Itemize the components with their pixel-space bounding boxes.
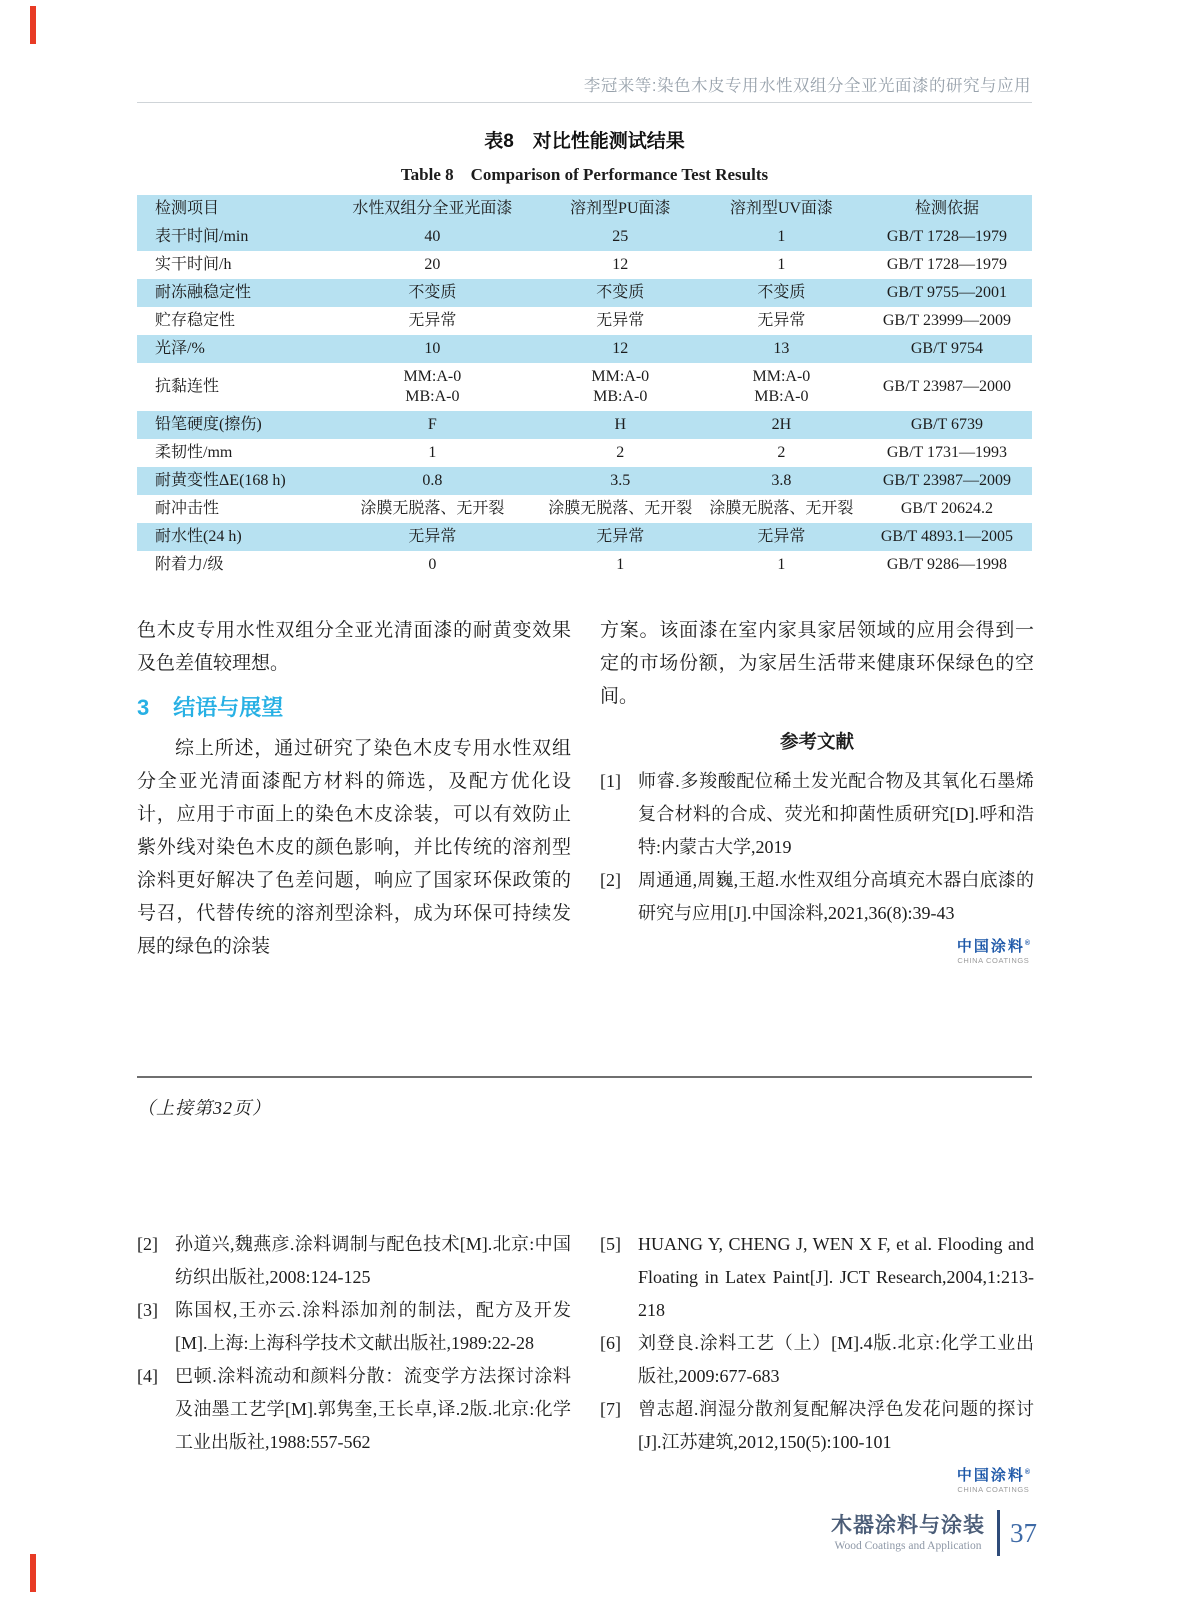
reference-number: [1]	[600, 771, 621, 791]
reference-number: [4]	[137, 1366, 158, 1386]
reference-item	[600, 1228, 1034, 1327]
reference-number: [5]	[600, 1234, 621, 1254]
registered-mark-icon: ®	[1024, 1469, 1030, 1476]
reference-item	[137, 1228, 571, 1294]
reference-number: [7]	[600, 1399, 621, 1419]
table-cell: 0.8	[422, 472, 443, 489]
journal-title-en: Wood Coatings and Application	[834, 1540, 982, 1552]
reference-number: [3]	[137, 1300, 158, 1320]
table-cell: 1	[777, 556, 786, 573]
footer-divider-bar	[997, 1510, 1000, 1556]
reference-item	[600, 765, 1034, 864]
table-cell: 2H	[771, 416, 792, 433]
table-cell: GB/T 1728—1979	[886, 228, 1008, 245]
references-list	[600, 765, 1034, 930]
table-cell: 13	[773, 340, 790, 357]
table-cell: GB/T 9286—1998	[886, 556, 1008, 573]
table-title-en: Table 8 Comparison of Performance Test Results	[400, 165, 769, 184]
reference-number: [6]	[600, 1333, 621, 1353]
reference-item	[137, 1360, 571, 1459]
right-column	[600, 614, 1034, 974]
table-cell: 3.5	[610, 472, 631, 489]
table-cell: 1	[428, 444, 437, 461]
table-cell: 10	[424, 340, 441, 357]
table-cell: H	[614, 416, 627, 433]
table-cell: 不变质	[757, 284, 806, 301]
edge-mark-bottom	[30, 1554, 36, 1592]
table-row	[137, 307, 1032, 335]
reference-text: 师睿.多羧酸配位稀土发光配合物及其氧化石墨烯复合材料的合成、荧光和抑菌性质研究[D].呼和浩特:内蒙古大学,2019	[638, 771, 1034, 857]
table-cell: 耐水性(24 h)	[155, 528, 242, 545]
table-cell: 无异常	[408, 312, 457, 329]
table-cell: 无异常	[408, 528, 457, 545]
table-cell: 铅笔硬度(擦伤)	[155, 416, 262, 433]
table-header-row	[137, 195, 1032, 223]
table-title-cn: 表8 对比性能测试结果	[484, 131, 685, 152]
table-cell: 附着力/级	[155, 556, 224, 573]
reference-text: HUANG Y, CHENG J, WEN X F, et al. Flooding and Floating in Latex Paint[J]. JCT Research,2004,1:213-218	[638, 1234, 1034, 1320]
table-cell: 25	[612, 228, 629, 245]
table-cell: 实干时间/h	[155, 256, 232, 273]
table-cell: 表干时间/min	[155, 228, 249, 245]
table-cell: MM:A-0 MB:A-0	[591, 368, 650, 405]
bottom-reference-columns	[137, 1228, 1034, 1503]
table-cell: F	[427, 416, 437, 433]
publisher-logo-row	[600, 1465, 1034, 1503]
china-coatings-logo	[957, 936, 1030, 965]
section-heading	[137, 693, 571, 723]
table-cell: GB/T 23987—2000	[882, 378, 1012, 395]
paragraph: 色木皮专用水性双组分全亚光清面漆的耐黄变效果及色差值较理想。	[137, 620, 571, 674]
journal-title-block	[831, 1514, 985, 1552]
running-head: 李冠来等:染色木皮专用水性双组分全亚光面漆的研究与应用	[583, 77, 1031, 95]
table-cell: 涂膜无脱落、无开裂	[548, 500, 693, 517]
table-cell: GB/T 20624.2	[900, 500, 994, 517]
references-list	[600, 1228, 1034, 1459]
table-cell: 20	[424, 256, 441, 273]
performance-table	[137, 195, 1032, 579]
logo-text-cn: 中国涂料®	[956, 938, 1030, 955]
table-cell: MM:A-0 MB:A-0	[752, 368, 811, 405]
table-cell: 1	[616, 556, 625, 573]
column-header: 溶剂型UV面漆	[729, 200, 833, 217]
reference-item	[600, 1327, 1034, 1393]
performance-table-block	[137, 126, 1032, 579]
table-cell: 1	[777, 228, 786, 245]
table-cell: GB/T 4893.1—2005	[880, 528, 1014, 545]
header-rule	[137, 102, 1032, 103]
table-row	[137, 223, 1032, 251]
table-cell: 3.8	[771, 472, 792, 489]
table-cell: 12	[612, 340, 629, 357]
table-cell: 涂膜无脱落、无开裂	[709, 500, 854, 517]
reference-item	[137, 1294, 571, 1360]
reference-text: 刘登良.涂料工艺（上）[M].4版.北京:化学工业出版社,2009:677-683	[638, 1333, 1034, 1386]
registered-mark-icon: ®	[1024, 940, 1030, 947]
logo-text-cn: 中国涂料®	[956, 1467, 1030, 1484]
publisher-logo-row	[600, 936, 1034, 974]
table-cell: 耐冲击性	[155, 500, 220, 517]
table-row	[137, 551, 1032, 579]
table-cell: GB/T 23999—2009	[882, 312, 1012, 329]
reference-text: 孙道兴,魏燕彦.涂料调制与配色技术[M].北京:中国纺织出版社,2008:124-125	[175, 1234, 571, 1287]
right-column	[600, 1228, 1034, 1503]
table-cell: 12	[612, 256, 629, 273]
reference-item	[600, 1393, 1034, 1459]
reference-item	[600, 864, 1034, 930]
left-column	[137, 614, 571, 974]
logo-text-en: CHINA COATINGS	[957, 1485, 1030, 1494]
column-header: 溶剂型PU面漆	[570, 200, 671, 217]
table-cell: GB/T 6739	[910, 416, 984, 433]
table-cell: GB/T 9754	[910, 340, 984, 357]
section-number: 3	[137, 695, 150, 720]
table-cell: 无异常	[757, 312, 806, 329]
reference-number: [2]	[600, 870, 621, 890]
left-column	[137, 1228, 571, 1503]
table-cell: 无异常	[596, 528, 645, 545]
page-footer	[831, 1510, 1037, 1556]
table-cell: 40	[424, 228, 441, 245]
table-cell: 光泽/%	[155, 340, 205, 357]
table-cell: 不变质	[408, 284, 457, 301]
logo-text-en: CHINA COATINGS	[957, 956, 1030, 965]
table-cell: 涂膜无脱落、无开裂	[360, 500, 505, 517]
table-cell: 2	[616, 444, 625, 461]
column-header: 水性双组分全亚光面漆	[352, 200, 513, 217]
table-cell: 无异常	[757, 528, 806, 545]
table-cell: GB/T 1731—1993	[886, 444, 1008, 461]
table-cell: 无异常	[596, 312, 645, 329]
edge-mark-top	[30, 6, 36, 44]
table-cell: 抗黏连性	[155, 378, 220, 395]
china-coatings-logo	[957, 1465, 1030, 1494]
section-divider	[137, 1076, 1032, 1078]
reference-text: 曾志超.润湿分散剂复配解决浮色发花问题的探讨[J].江苏建筑,2012,150(5):100-101	[638, 1399, 1034, 1452]
references-list	[137, 1228, 571, 1459]
table-cell: MM:A-0 MB:A-0	[403, 368, 462, 405]
table-row	[137, 411, 1032, 439]
reference-text: 巴顿.涂料流动和颜料分散：流变学方法探讨涂料及油墨工艺学[M].郭隽奎,王长卓,译.2版.北京:化学工业出版社,1988:557-562	[175, 1366, 571, 1452]
reference-text: 陈国权,王亦云.涂料添加剂的制法，配方及开发[M].上海:上海科学技术文献出版社,1989:22-28	[175, 1300, 571, 1353]
paragraph: 综上所述，通过研究了染色木皮专用水性双组分全亚光清面漆配方材料的筛选，及配方优化设计，应用于市面上的染色木皮涂装，可以有效防止紫外线对染色木皮的颜色影响，并比传统的溶剂型涂料更好解决了色差问题，响应了国家环保政策的号召，代替传统的溶剂型涂料，成为环保可持续发展的绿色的涂装	[137, 738, 571, 957]
table-cell: 0	[428, 556, 437, 573]
table-cell: GB/T 23987—2009	[882, 472, 1012, 489]
table-cell: 2	[777, 444, 786, 461]
table-row	[137, 495, 1032, 523]
table-cell: 贮存稳定性	[155, 312, 236, 329]
page-number: 37	[1010, 1517, 1037, 1548]
journal-title-cn: 木器涂料与涂装	[831, 1514, 985, 1537]
table-row	[137, 439, 1032, 467]
table-cell: 柔韧性/mm	[155, 444, 233, 461]
table-row	[137, 251, 1032, 279]
table-cell: 耐冻融稳定性	[155, 284, 252, 301]
table-row	[137, 523, 1032, 551]
paragraph: 方案。该面漆在室内家具家居领域的应用会得到一定的市场份额，为家居生活带来健康环保绿色的空间。	[600, 620, 1034, 707]
table-cell: 耐黄变性ΔE(168 h)	[155, 472, 286, 489]
continuation-note: （上接第32页）	[137, 1098, 271, 1118]
table-row	[137, 335, 1032, 363]
table-row	[137, 279, 1032, 307]
table-cell: 1	[777, 256, 786, 273]
reference-number: [2]	[137, 1234, 158, 1254]
section-title: 结语与展望	[173, 695, 284, 720]
column-header: 检测项目	[155, 200, 220, 217]
table-cell: 不变质	[596, 284, 645, 301]
table-row	[137, 363, 1032, 411]
table-cell: GB/T 9755—2001	[886, 284, 1008, 301]
column-header: 检测依据	[914, 200, 979, 217]
table-cell: GB/T 1728—1979	[886, 256, 1008, 273]
references-heading: 参考文献	[779, 731, 854, 752]
body-columns	[137, 614, 1034, 974]
table-row	[137, 467, 1032, 495]
reference-text: 周通通,周巍,王超.水性双组分高填充木器白底漆的研究与应用[J].中国涂料,2021,36(8):39-43	[638, 870, 1034, 923]
